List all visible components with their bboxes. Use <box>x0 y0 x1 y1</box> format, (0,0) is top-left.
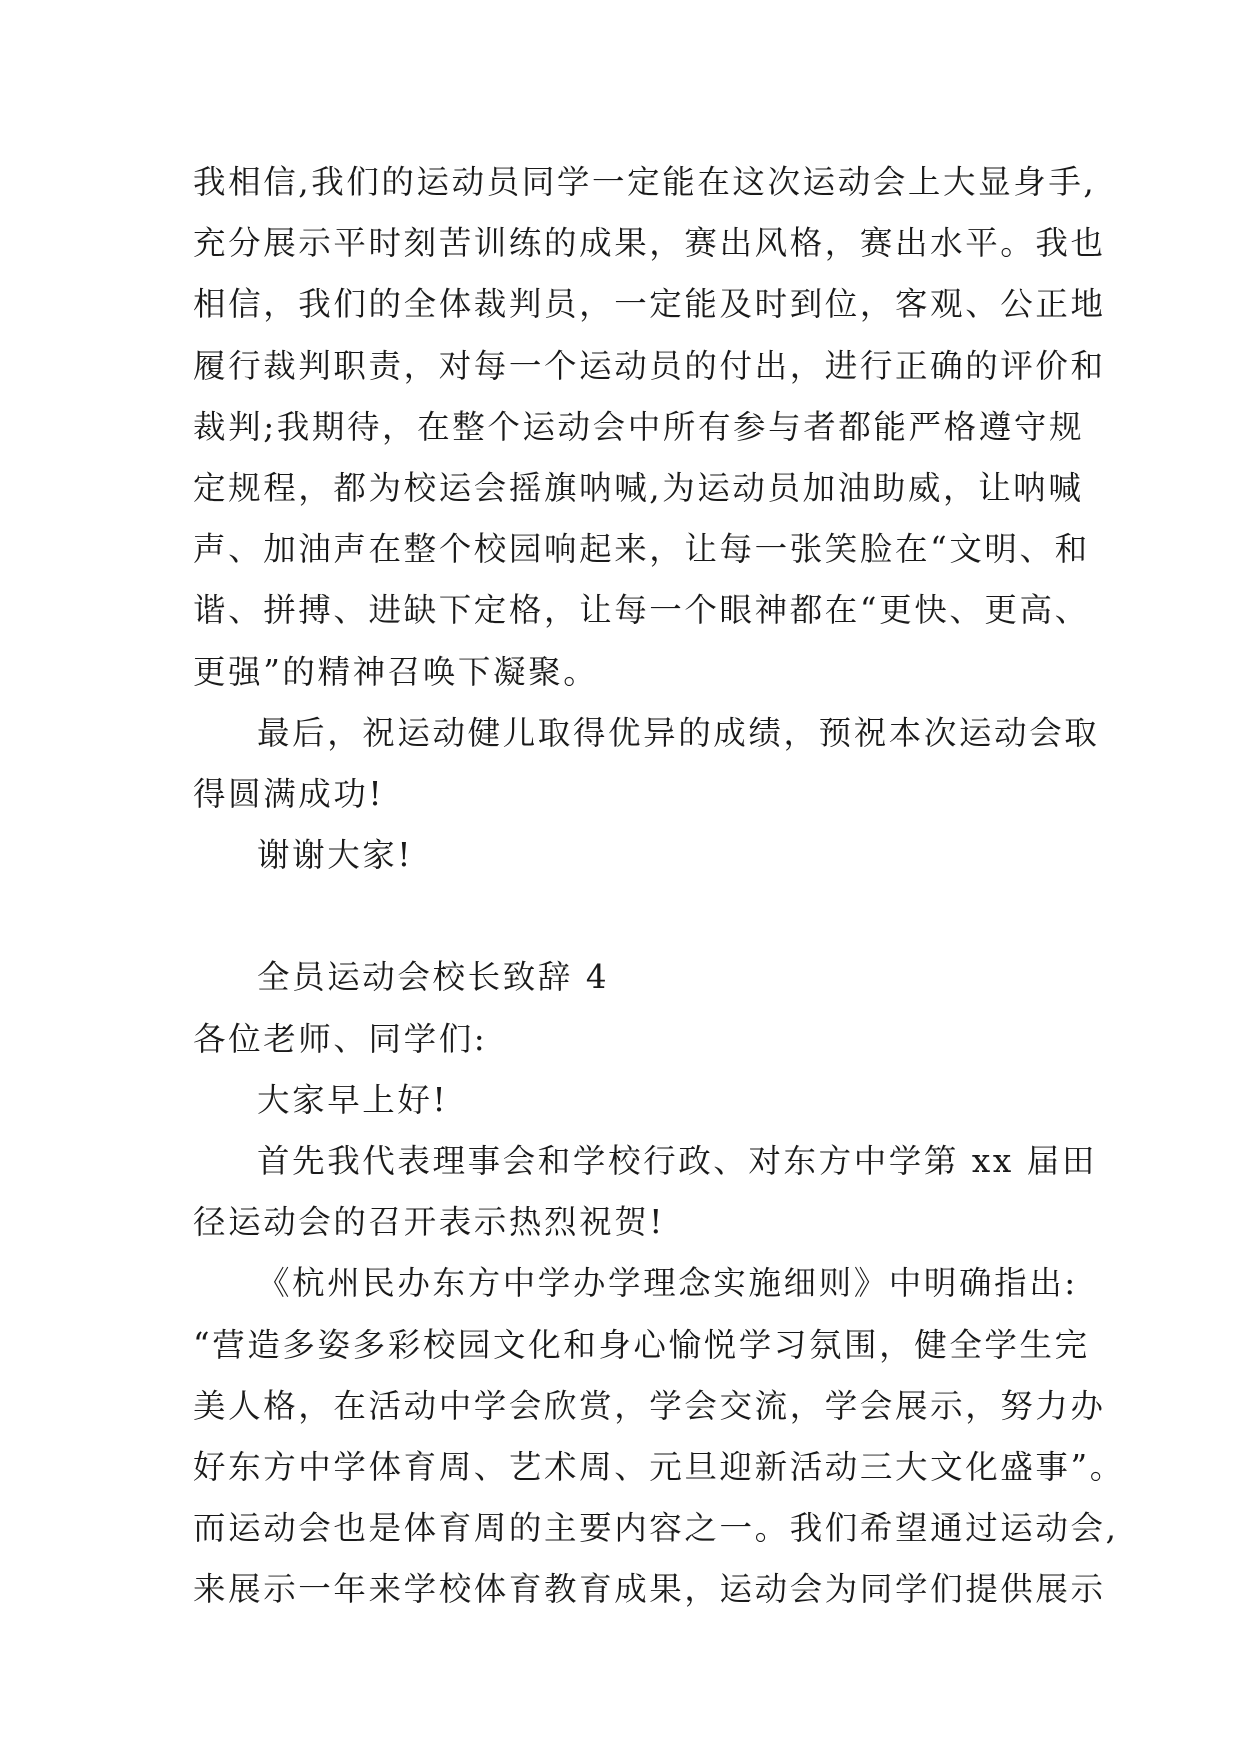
text-line: 谢谢大家! <box>257 836 414 875</box>
text-line: 来展示一年来学校体育教育成果，运动会为同学们提供展示 <box>193 1570 1106 1609</box>
text-line: 好东方中学体育周、艺术周、元旦迎新活动三大文化盛事”。 <box>193 1447 1125 1486</box>
text-line: 大家早上好! <box>257 1080 449 1119</box>
text-line: 美人格，在活动中学会欣赏，学会交流，学会展示，努力办 <box>193 1386 1106 1425</box>
text-line: 相信，我们的全体裁判员，一定能及时到位，客观、公正地 <box>193 285 1106 324</box>
text-line: 径运动会的召开表示热烈祝贺! <box>193 1203 665 1242</box>
paragraph-2 <box>193 703 1100 825</box>
text-line: 履行裁判职责，对每一个运动员的付出，进行正确的评价和 <box>193 346 1106 385</box>
text-line: 首先我代表理事会和学校行政、对东方中学第 xx 届田 <box>257 1142 1097 1180</box>
paragraph-5 <box>193 1131 1097 1253</box>
paragraph-4 <box>193 1070 1073 1131</box>
paragraph-6 <box>193 1253 1125 1620</box>
text-line: 最后，祝运动健儿取得优异的成绩，预祝本次运动会取 <box>257 713 1100 752</box>
section-heading: 全员运动会校长致辞 4 <box>257 958 610 997</box>
paragraph-3 <box>193 825 1073 886</box>
text-line: 得圆满成功! <box>193 774 385 813</box>
document-body <box>193 152 1125 1621</box>
text-line: 裁判;我期待，在整个运动会中所有参与者都能严格遵守规 <box>193 407 1085 446</box>
paragraph-1 <box>193 152 1106 703</box>
text-line: 定规程，都为校运会摇旗呐喊,为运动员加油助威，让呐喊 <box>193 468 1084 507</box>
text-line: 《杭州民办东方中学办学理念实施细则》中明确指出: <box>257 1264 1078 1303</box>
text-line: 声、加油声在整个校园响起来，让每一张笑脸在“文明、和 <box>193 530 1090 569</box>
text-line: “营造多姿多彩校园文化和身心愉悦学习氛围，健全学生完 <box>193 1325 1090 1364</box>
blank-line <box>193 886 1073 947</box>
text-line: 我相信,我们的运动员同学一定能在这次运动会上大显身手, <box>193 163 1097 201</box>
text-line: 谐、拼搏、进缺下定格，让每一个眼神都在“更快、更高、 <box>193 591 1090 630</box>
text-line: 更强”的精神召唤下凝聚。 <box>193 652 599 691</box>
text-line: 而运动会也是体育周的主要内容之一。我们希望通过运动会, <box>193 1509 1119 1548</box>
text-line: 充分展示平时刻苦训练的成果，赛出风格，赛出水平。我也 <box>193 224 1106 263</box>
salutation: 各位老师、同学们: <box>193 1019 488 1058</box>
